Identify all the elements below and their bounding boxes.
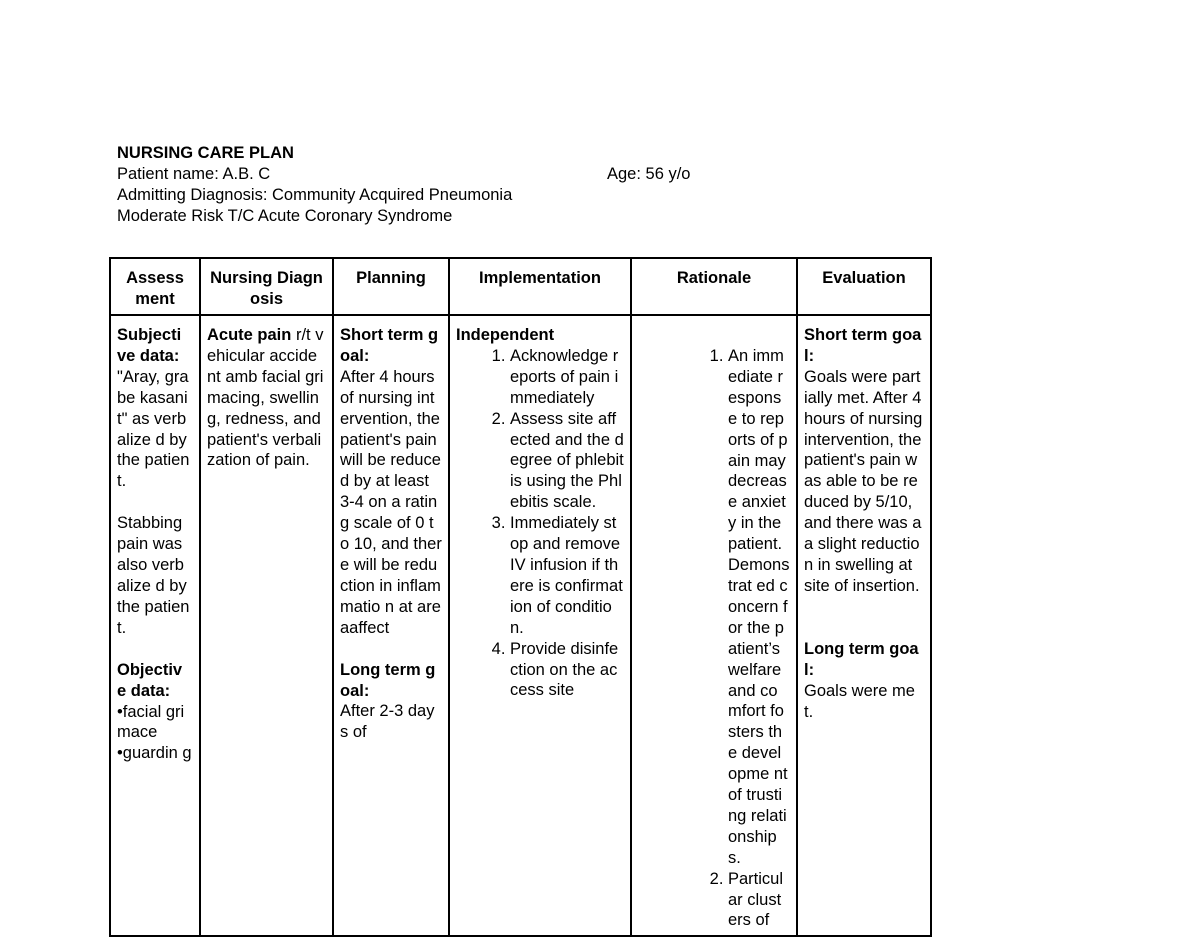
planning-cell	[333, 315, 449, 936]
list-item: 1. Acknowledge reports of pain immediately	[510, 346, 624, 409]
subjective-text-2: Stabbing pain was also verbalize d by the patient.	[117, 514, 190, 637]
objective-item: •facial grimace	[117, 702, 185, 742]
table-row	[110, 315, 931, 936]
header-planning: Planning	[333, 258, 449, 315]
patient-age: Age: 56 y/o	[607, 165, 691, 183]
table-header-row	[110, 258, 931, 315]
admitting-diagnosis: Admitting Diagnosis: Community Acquired Pneumonia	[117, 186, 513, 204]
list-item: 2. Assess site affected and the degree of phlebitis using the Phlebitis scale.	[510, 409, 624, 514]
list-item: 4. Provide disinfection on the access site	[510, 639, 624, 702]
evaluation-long-text: Goals were met.	[804, 681, 915, 721]
objective-item: •guardin g	[117, 744, 192, 763]
patient-name: Patient name: A.B. C	[117, 165, 271, 183]
planning-long-label: Long term goal:	[340, 660, 436, 700]
assessment-cell	[110, 315, 200, 936]
implementation-list	[456, 346, 624, 701]
list-item: 2. Particular clusters of	[728, 869, 790, 932]
header-evaluation: Evaluation	[797, 258, 931, 315]
planning-short-text: After 4 hours of nursing intervention, the patient's pain will be reduced by at least 3-4 on a rating scale of 0 to 10, and there will be reduction in inflammatio n at areaaffect	[340, 367, 442, 637]
evaluation-long-label: Long term goal:	[804, 639, 919, 679]
evaluation-short-text: Goals were partially met. After 4 hours of nursing intervention, the patient's pain was able to be reduced by 5/10, and there was a a slight reduction in swelling at site of insertion.	[804, 367, 923, 595]
evaluation-short-label: Short term goal:	[804, 326, 922, 365]
list-item: 1. An immediate response to reports of pain may decrease anxiety in the patient. Demonstrat ed concern for the patient’s welfare and comfort fosters the developme nt of trusting relationship s.	[728, 346, 790, 869]
risk-statement: Moderate Risk T/C Acute Coronary Syndrome	[117, 207, 453, 225]
header-rationale: Rationale	[631, 258, 797, 315]
planning-short-label: Short term goal:	[340, 326, 439, 365]
care-plan-table	[109, 257, 932, 937]
implementation-cell	[449, 315, 631, 936]
list-item: 3. Immediately stop and remove IV infusion if there is confirmation of condition.	[510, 513, 624, 638]
rationale-cell	[631, 315, 797, 936]
header-assessment: Assess ment	[110, 258, 200, 315]
diagnosis-bold: Acute pain	[207, 326, 292, 344]
evaluation-cell	[797, 315, 931, 936]
planning-long-text: After 2-3 days of	[340, 702, 435, 742]
header-nursing-diagnosis: Nursing Diagnosis	[200, 258, 333, 315]
document-title: NURSING CARE PLAN	[117, 144, 294, 162]
diagnosis-cell	[200, 315, 333, 936]
subjective-text: "Aray, grabe kasanit" as verbalize d by the patient.	[117, 367, 190, 491]
subjective-label: Subjecti ve data:	[117, 326, 182, 365]
rationale-list	[638, 346, 790, 931]
objective-label: Objectiv e data:	[117, 660, 183, 700]
header-implementation: Implementation	[449, 258, 631, 315]
diagnosis-text: r/t vehicular accident amb facial grimacing, swelling, redness, and patient's verbalization of pain.	[207, 326, 324, 470]
implementation-label: Independent	[456, 326, 555, 344]
document-header	[117, 143, 691, 227]
